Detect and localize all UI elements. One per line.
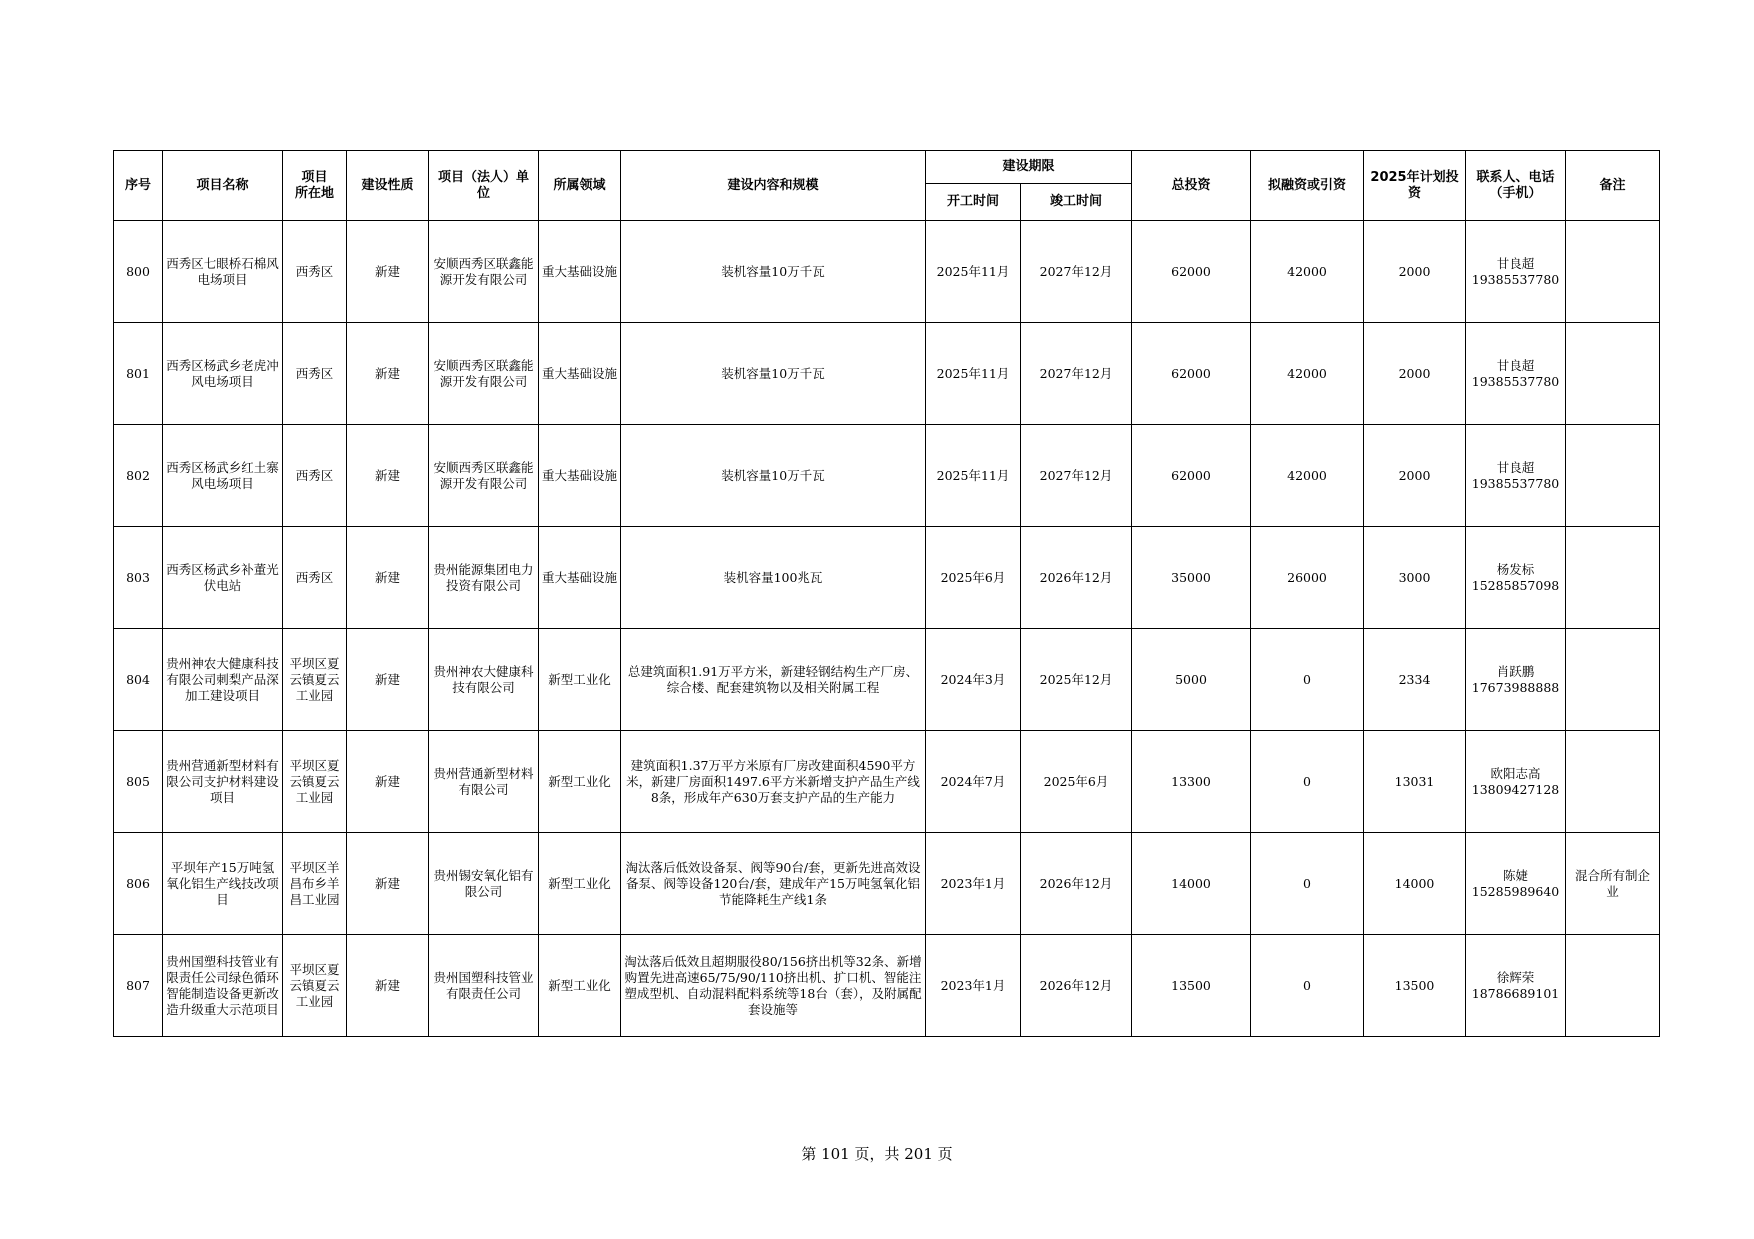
cell-unit: 安顺西秀区联鑫能源开发有限公司 — [429, 323, 539, 425]
cell-content: 总建筑面积1.91万平方米，新建轻钢结构生产厂房、综合楼、配套建筑物以及相关附属工程 — [621, 629, 926, 731]
cell-name: 贵州国塑科技管业有限责任公司绿色循环智能制造设备更新改造升级重大示范项目 — [163, 935, 283, 1037]
header-unit: 项目（法人）单位 — [429, 151, 539, 221]
cell-seq: 807 — [114, 935, 163, 1037]
cell-start: 2024年7月 — [926, 731, 1021, 833]
cell-end: 2026年12月 — [1021, 935, 1132, 1037]
contact-name: 杨发标 — [1496, 561, 1535, 577]
header-seq: 序号 — [114, 151, 163, 221]
cell-start: 2025年11月 — [926, 323, 1021, 425]
cell-total: 62000 — [1132, 221, 1251, 323]
cell-end: 2026年12月 — [1021, 527, 1132, 629]
cell-name: 贵州营通新型材料有限公司支护材料建设项目 — [163, 731, 283, 833]
header-contact: 联系人、电话（手机） — [1466, 151, 1566, 221]
cell-end: 2027年12月 — [1021, 425, 1132, 527]
table-row — [114, 935, 1660, 1037]
cell-start: 2025年11月 — [926, 425, 1021, 527]
cell-content: 装机容量100兆瓦 — [621, 527, 926, 629]
cell-nature: 新建 — [347, 527, 429, 629]
cell-content: 建筑面积1.37万平方米原有厂房改建面积4590平方米，新建厂房面积1497.6平方米新增支护产品生产线8条，形成年产630万套支护产品的生产能力 — [621, 731, 926, 833]
cell-remark — [1566, 221, 1660, 323]
contact-phone: 19385537780 — [1471, 373, 1560, 389]
contact-name: 甘良超 — [1496, 255, 1535, 271]
table-row — [114, 629, 1660, 731]
cell-seq: 801 — [114, 323, 163, 425]
table-row — [114, 425, 1660, 527]
cell-nature: 新建 — [347, 629, 429, 731]
cell-unit: 安顺西秀区联鑫能源开发有限公司 — [429, 425, 539, 527]
cell-name: 西秀区杨武乡老虎冲风电场项目 — [163, 323, 283, 425]
cell-unit: 贵州神农大健康科技有限公司 — [429, 629, 539, 731]
table-row — [114, 527, 1660, 629]
cell-content: 装机容量10万千瓦 — [621, 425, 926, 527]
cell-field: 重大基础设施 — [539, 425, 621, 527]
cell-contact — [1466, 731, 1566, 833]
cell-content: 装机容量10万千瓦 — [621, 323, 926, 425]
table-row — [114, 731, 1660, 833]
cell-financing: 42000 — [1251, 323, 1364, 425]
cell-total: 13300 — [1132, 731, 1251, 833]
cell-seq: 804 — [114, 629, 163, 731]
cell-field: 新型工业化 — [539, 731, 621, 833]
cell-remark — [1566, 935, 1660, 1037]
cell-start: 2024年3月 — [926, 629, 1021, 731]
cell-unit: 安顺西秀区联鑫能源开发有限公司 — [429, 221, 539, 323]
cell-remark — [1566, 629, 1660, 731]
contact-name: 甘良超 — [1496, 459, 1535, 475]
contact-name: 甘良超 — [1496, 357, 1535, 373]
cell-plan2025: 2334 — [1364, 629, 1466, 731]
cell-financing: 0 — [1251, 731, 1364, 833]
page-number: 第 101 页，共 201 页 — [801, 1145, 953, 1163]
header-field: 所属领域 — [539, 151, 621, 221]
header-plan2025: 2025年计划投资 — [1364, 151, 1466, 221]
cell-total: 14000 — [1132, 833, 1251, 935]
cell-location: 西秀区 — [283, 527, 347, 629]
header-remark: 备注 — [1566, 151, 1660, 221]
cell-start: 2023年1月 — [926, 833, 1021, 935]
header-start: 开工时间 — [926, 184, 1021, 221]
cell-plan2025: 13500 — [1364, 935, 1466, 1037]
contact-name: 陈婕 — [1503, 867, 1529, 883]
contact-phone: 17673988888 — [1471, 679, 1560, 695]
cell-end: 2025年12月 — [1021, 629, 1132, 731]
cell-field: 重大基础设施 — [539, 323, 621, 425]
cell-contact — [1466, 629, 1566, 731]
cell-financing: 42000 — [1251, 425, 1364, 527]
cell-plan2025: 14000 — [1364, 833, 1466, 935]
cell-location: 西秀区 — [283, 323, 347, 425]
cell-location: 平坝区夏云镇夏云工业园 — [283, 935, 347, 1037]
contact-name: 徐辉荣 — [1496, 969, 1535, 985]
cell-field: 重大基础设施 — [539, 221, 621, 323]
cell-name: 西秀区七眼桥石棉风电场项目 — [163, 221, 283, 323]
contact-phone: 18786689101 — [1471, 985, 1560, 1001]
header-total: 总投资 — [1132, 151, 1251, 221]
cell-name: 贵州神农大健康科技有限公司刺梨产品深加工建设项目 — [163, 629, 283, 731]
cell-end: 2027年12月 — [1021, 323, 1132, 425]
cell-seq: 800 — [114, 221, 163, 323]
contact-phone: 15285989640 — [1471, 883, 1560, 899]
cell-plan2025: 3000 — [1364, 527, 1466, 629]
cell-contact — [1466, 527, 1566, 629]
cell-financing: 0 — [1251, 833, 1364, 935]
cell-name: 西秀区杨武乡补董光伏电站 — [163, 527, 283, 629]
cell-plan2025: 2000 — [1364, 425, 1466, 527]
cell-seq: 802 — [114, 425, 163, 527]
cell-financing: 26000 — [1251, 527, 1364, 629]
cell-total: 5000 — [1132, 629, 1251, 731]
cell-end: 2026年12月 — [1021, 833, 1132, 935]
cell-start: 2025年6月 — [926, 527, 1021, 629]
cell-total: 62000 — [1132, 425, 1251, 527]
header-content: 建设内容和规模 — [621, 151, 926, 221]
cell-unit: 贵州国塑科技管业有限责任公司 — [429, 935, 539, 1037]
cell-financing: 0 — [1251, 935, 1364, 1037]
cell-seq: 806 — [114, 833, 163, 935]
contact-phone: 13809427128 — [1471, 781, 1560, 797]
cell-nature: 新建 — [347, 425, 429, 527]
cell-total: 13500 — [1132, 935, 1251, 1037]
cell-plan2025: 2000 — [1364, 221, 1466, 323]
cell-location: 平坝区夏云镇夏云工业园 — [283, 629, 347, 731]
header-location-text: 项目 所在地 — [294, 169, 334, 201]
cell-unit: 贵州锡安氧化铝有限公司 — [429, 833, 539, 935]
contact-phone: 15285857098 — [1471, 577, 1560, 593]
table-row — [114, 323, 1660, 425]
project-table — [113, 150, 1660, 1037]
cell-field: 新型工业化 — [539, 629, 621, 731]
cell-remark — [1566, 425, 1660, 527]
cell-unit: 贵州营通新型材料有限公司 — [429, 731, 539, 833]
cell-remark: 混合所有制企业 — [1566, 833, 1660, 935]
header-name: 项目名称 — [163, 151, 283, 221]
cell-contact — [1466, 935, 1566, 1037]
cell-total: 35000 — [1132, 527, 1251, 629]
cell-unit: 贵州能源集团电力投资有限公司 — [429, 527, 539, 629]
cell-name: 平坝年产15万吨氢氧化铝生产线技改项目 — [163, 833, 283, 935]
cell-content: 淘汰落后低效且超期服役80/156挤出机等32条、新增购置先进高速65/75/90/110挤出机、扩口机、智能注塑成型机、自动混料配料系统等18台（套），及附属配套设施等 — [621, 935, 926, 1037]
cell-remark — [1566, 323, 1660, 425]
cell-location: 西秀区 — [283, 221, 347, 323]
contact-phone: 19385537780 — [1471, 475, 1560, 491]
cell-start: 2023年1月 — [926, 935, 1021, 1037]
cell-seq: 805 — [114, 731, 163, 833]
cell-nature: 新建 — [347, 323, 429, 425]
cell-contact — [1466, 425, 1566, 527]
contact-phone: 19385537780 — [1471, 271, 1560, 287]
cell-nature: 新建 — [347, 221, 429, 323]
cell-financing: 42000 — [1251, 221, 1364, 323]
cell-nature: 新建 — [347, 731, 429, 833]
contact-name: 肖跃鹏 — [1496, 663, 1535, 679]
cell-remark — [1566, 731, 1660, 833]
header-financing: 拟融资或引资 — [1251, 151, 1364, 221]
cell-content: 淘汰落后低效设备泵、阀等90台/套，更新先进高效设备泵、阀等设备120台/套，建成年产15万吨氢氧化铝节能降耗生产线1条 — [621, 833, 926, 935]
header-period: 建设期限 — [926, 151, 1132, 184]
cell-financing: 0 — [1251, 629, 1364, 731]
cell-field: 新型工业化 — [539, 833, 621, 935]
cell-end: 2027年12月 — [1021, 221, 1132, 323]
cell-location: 西秀区 — [283, 425, 347, 527]
cell-contact — [1466, 833, 1566, 935]
table-row — [114, 221, 1660, 323]
cell-start: 2025年11月 — [926, 221, 1021, 323]
cell-seq: 803 — [114, 527, 163, 629]
cell-total: 62000 — [1132, 323, 1251, 425]
table-body — [114, 221, 1660, 1037]
cell-remark — [1566, 527, 1660, 629]
cell-plan2025: 2000 — [1364, 323, 1466, 425]
table-row — [114, 833, 1660, 935]
contact-name: 欧阳志高 — [1490, 765, 1541, 781]
cell-location: 平坝区羊昌布乡羊昌工业园 — [283, 833, 347, 935]
header-nature: 建设性质 — [347, 151, 429, 221]
cell-nature: 新建 — [347, 935, 429, 1037]
cell-plan2025: 13031 — [1364, 731, 1466, 833]
cell-nature: 新建 — [347, 833, 429, 935]
cell-end: 2025年6月 — [1021, 731, 1132, 833]
cell-contact — [1466, 221, 1566, 323]
cell-content: 装机容量10万千瓦 — [621, 221, 926, 323]
cell-field: 重大基础设施 — [539, 527, 621, 629]
cell-name: 西秀区杨武乡红土寨风电场项目 — [163, 425, 283, 527]
header-location — [283, 151, 347, 221]
header-end: 竣工时间 — [1021, 184, 1132, 221]
cell-contact — [1466, 323, 1566, 425]
cell-location: 平坝区夏云镇夏云工业园 — [283, 731, 347, 833]
cell-field: 新型工业化 — [539, 935, 621, 1037]
